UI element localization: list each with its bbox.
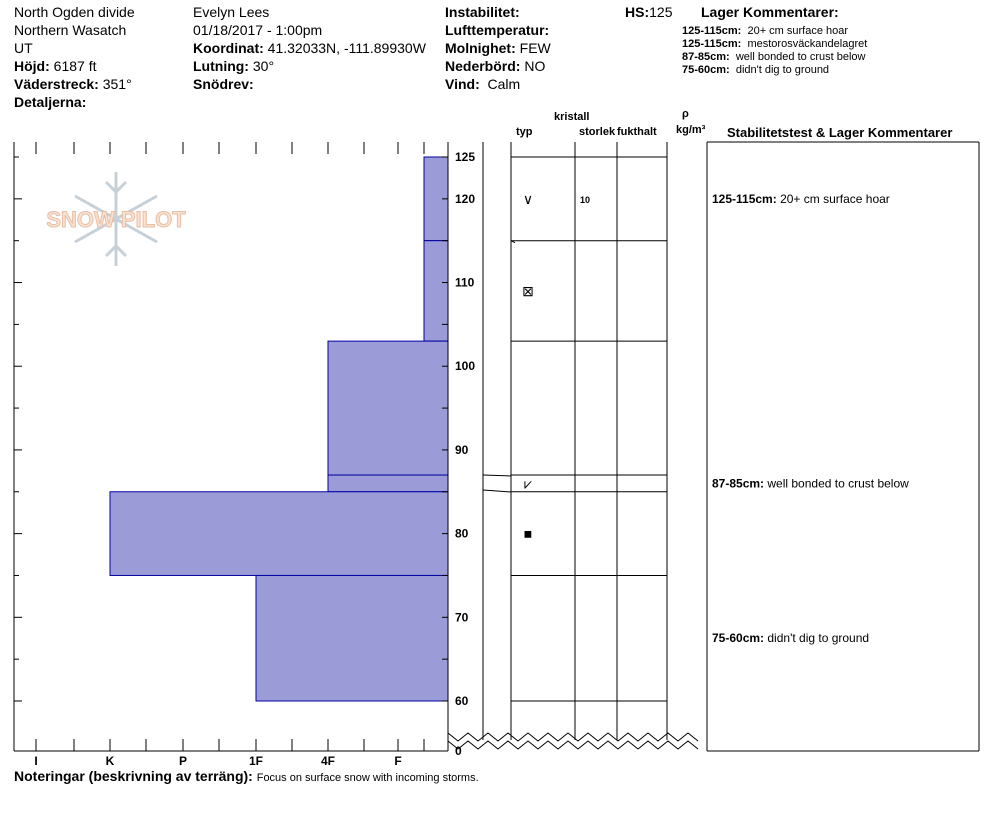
layer-connector-line: [483, 475, 511, 476]
scale-break-zigzag: [448, 733, 698, 741]
grain-type-symbol: ⩗: [524, 475, 532, 492]
type-header: typ: [516, 126, 533, 138]
range-name: Northern Wasatch: [14, 22, 127, 38]
elevation-label: Höjd:: [14, 58, 50, 74]
hardness-tick-label: K: [105, 754, 115, 768]
depth-tick-label: 70: [455, 610, 469, 625]
depth-tick-label: 110: [455, 275, 475, 290]
hardness-layer-bar: [256, 575, 448, 701]
depth-tick-label: 80: [455, 526, 469, 541]
depth-tick-label: 60: [455, 694, 469, 708]
stability-comment-range: 125-115cm:: [712, 191, 781, 206]
moisture-header: fukthalt: [617, 126, 657, 138]
hardness-tick-label: 1F: [248, 754, 264, 768]
layer-comment-range: 75-60cm:: [682, 64, 730, 76]
hardness-layer-bar: [328, 341, 448, 475]
density-unit-header: kg/m³: [676, 124, 706, 136]
depth-tick-label: 125: [455, 150, 476, 164]
stability-comment-range: 75-60cm:: [712, 631, 768, 646]
elevation-value: 6187 ft: [53, 58, 97, 74]
wind-value: Calm: [487, 76, 521, 92]
precip-value: NO: [524, 58, 546, 74]
depth-tick-label: 90: [455, 442, 469, 457]
aspect-value: 351°: [102, 76, 132, 92]
stability-comment-text: well bonded to crust below: [767, 476, 909, 491]
logo-text: SNOW PILOT: [46, 207, 186, 232]
density-rho-header: ρ: [682, 108, 689, 120]
depth-tick-label: 120: [455, 191, 476, 206]
wind-label: Vind:: [445, 76, 480, 92]
stability-comment: [712, 631, 869, 645]
slope-value: 30°: [252, 58, 275, 74]
scale-break-zigzag: [448, 741, 698, 749]
coord-label: Koordinat:: [193, 40, 264, 56]
stability-comment-text: 20+ cm surface hoar: [780, 191, 890, 206]
location-name: North Ogden divide: [14, 4, 135, 20]
hardness-layer-bar: [424, 241, 448, 341]
stability-comment-range: 87-85cm:: [712, 476, 768, 491]
observation-datetime: 01/18/2017 - 1:00pm: [193, 22, 323, 38]
layer-comment-text: didn't dig to ground: [735, 64, 830, 76]
layer-comment-text: well bonded to crust below: [735, 51, 866, 63]
layer-comment-range: 87-85cm:: [682, 51, 730, 63]
hardness-tick-label: 4F: [320, 754, 336, 768]
observer-name: Evelyn Lees: [193, 4, 270, 20]
hardness-tick-label: F: [394, 754, 402, 768]
layer-comment-range: 125-115cm:: [682, 25, 742, 37]
sky-label: Molnighet:: [445, 40, 516, 56]
precip-label: Nederbörd:: [445, 58, 521, 74]
hardness-tick-label: I: [34, 754, 38, 768]
grain-type-symbol: ■: [523, 525, 533, 542]
hardness-layer-bar: [110, 492, 448, 576]
hs-value: 125: [649, 4, 673, 20]
snowpilot-logo: [46, 172, 186, 266]
sky-value: FEW: [519, 40, 551, 56]
grain-type-symbol: ⊠: [522, 282, 534, 299]
size-header: storlek: [579, 126, 616, 138]
stability-comment-text: didn't dig to ground: [767, 631, 870, 646]
stability-comment: [712, 476, 909, 490]
coord-value: 41.32033N, -111.89930W: [267, 40, 426, 56]
stability-comment: [712, 192, 890, 206]
slope-label: Lutning:: [193, 58, 249, 74]
grain-type-symbol: ∨: [522, 190, 534, 207]
notes: [14, 768, 479, 784]
layer-comments-title: Lager Kommentarer:: [701, 4, 839, 20]
notes-text: Focus on surface snow with incoming storms.: [256, 772, 479, 784]
layer-connector-line: [483, 490, 511, 492]
aspect-label: Väderstreck:: [14, 76, 99, 92]
layer-comment-range: 125-115cm:: [682, 38, 742, 50]
hs-label: HS:: [625, 4, 650, 20]
notes-label: Noteringar (beskrivning av terräng):: [14, 768, 253, 784]
depth-tick-label: 100: [455, 359, 476, 374]
depth-tick-label: 0: [455, 744, 462, 758]
instability-label: Instabilitet:: [445, 4, 520, 20]
state-name: UT: [14, 40, 33, 56]
layer-comment-text: mestorosväckandelagret: [747, 38, 868, 50]
hardness-layer-bar: [328, 475, 448, 492]
air-temp-label: Lufttemperatur:: [445, 22, 550, 38]
drift-label: Snödrev:: [193, 76, 254, 92]
details-label: Detaljerna:: [14, 94, 87, 110]
crystal-header: kristall: [554, 111, 590, 123]
stability-header: Stabilitetstest & Lager Kommentarer: [727, 125, 953, 140]
grain-size-value: 10: [580, 194, 591, 205]
layer-comment-text: 20+ cm surface hoar: [747, 25, 849, 37]
hardness-tick-label: P: [178, 754, 188, 768]
